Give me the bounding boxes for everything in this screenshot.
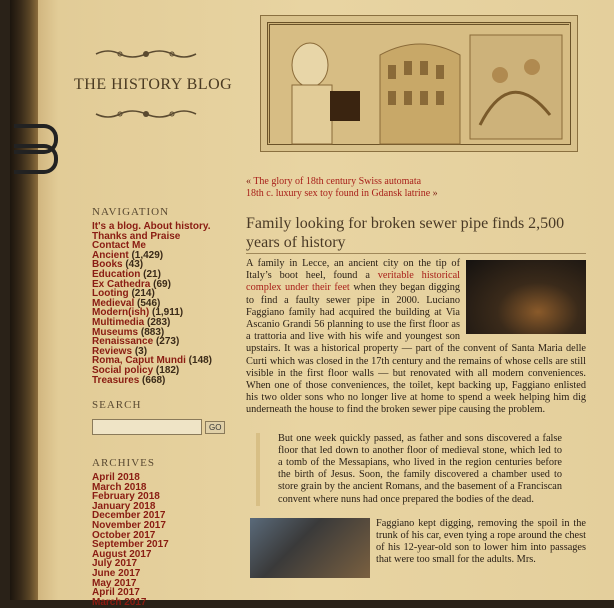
prev-post-link[interactable]: The glory of 18th century Swiss automata bbox=[253, 176, 422, 187]
archive-month-link[interactable]: May 2017 bbox=[92, 577, 137, 589]
nav-item-label[interactable]: Multimedia bbox=[92, 316, 145, 328]
archive-month-link[interactable]: February 2018 bbox=[92, 491, 160, 503]
next-arrow: » bbox=[430, 188, 438, 199]
archive-month-link[interactable]: June 2017 bbox=[92, 568, 141, 580]
nav-item-label[interactable]: Reviews bbox=[92, 345, 133, 357]
post-paragraph bbox=[246, 518, 586, 567]
archive-month-link[interactable]: January 2018 bbox=[92, 500, 156, 512]
nav-item-count: (1,429) bbox=[131, 249, 164, 261]
archive-month-link[interactable]: April 2018 bbox=[92, 472, 140, 484]
binder-spine bbox=[10, 0, 38, 600]
nav-item-count: (182) bbox=[155, 364, 180, 376]
archives-heading: ARCHIVES bbox=[92, 457, 156, 470]
flourish-ornament-icon bbox=[94, 48, 198, 60]
nav-item-count: (69) bbox=[153, 278, 171, 290]
archive-month-link[interactable]: September 2017 bbox=[92, 539, 169, 551]
search-heading: SEARCH bbox=[92, 399, 142, 412]
history-collage-image bbox=[270, 25, 570, 144]
archive-month-link[interactable]: August 2017 bbox=[92, 548, 152, 560]
prev-arrow: « bbox=[246, 176, 254, 187]
archive-month-link[interactable]: April 2017 bbox=[92, 587, 140, 599]
nav-item-label[interactable]: Treasures bbox=[92, 374, 140, 386]
nav-item-count: (883) bbox=[140, 326, 165, 338]
navigation-list bbox=[92, 222, 242, 385]
nav-item-label[interactable]: Ancient bbox=[92, 249, 129, 261]
header-banner bbox=[260, 15, 578, 152]
archive-month-link[interactable]: March 2018 bbox=[92, 481, 147, 493]
nav-item-count: (1,911) bbox=[152, 307, 184, 319]
nav-item-label[interactable]: Contact Me bbox=[92, 240, 146, 252]
paragraph-text: when they began digging to find a faulty sewer pipe in 2000. Luciano Faggiano family had acquired the building at Via Ascanio Grandi 56 planning to use the first floor as a trattoria and live with his wife and youngest son upstairs. It was a historical property — part of the convent of Santa Maria delle Curti which was closed in the 17th century and the remains of whose cells are still visible in the first floor walls — but renovated with all modern conveniences. When one of those conveniences, the toilet, kept backing up, Faggiano enlisted his two older sons who no longer live at home to spend a week helping him dig underneath the house to find the broken sewer pipe causing the problem. bbox=[246, 282, 586, 416]
nav-item-label[interactable]: Museums bbox=[92, 326, 139, 338]
nav-item-count: (283) bbox=[147, 316, 171, 328]
archive-month-link[interactable]: December 2017 bbox=[92, 510, 166, 522]
nav-item-label[interactable]: Roma, Caput Mundi bbox=[92, 355, 186, 367]
blog-title[interactable]: THE HISTORY BLOG bbox=[74, 76, 233, 93]
archive-month-link[interactable]: July 2017 bbox=[92, 558, 138, 570]
blockquote: But one week quickly passed, as father and sons discovered a false floor that led down to another floor of medieval stone, which led to a tomb of the Messapians, who lived in the region centuries before the birth of Jesus. Soon, the family discovered a chamber used to store grain by the ancient Romans, and the basement of a Franciscan convent where nuns had once prepared the bodies of the dead. bbox=[256, 433, 562, 506]
page bbox=[10, 0, 614, 608]
binder-ring-icon bbox=[14, 144, 58, 174]
archives-list bbox=[92, 473, 242, 607]
archive-month-link[interactable]: November 2017 bbox=[92, 520, 166, 532]
navigation-heading: NAVIGATION bbox=[92, 206, 170, 218]
nav-item-label[interactable]: Looting bbox=[92, 288, 129, 300]
search-go-button[interactable]: GO bbox=[205, 421, 225, 434]
nav-item-count: (21) bbox=[143, 268, 161, 280]
nav-item-label[interactable]: Medieval bbox=[92, 297, 135, 309]
historical-complex-link[interactable]: veritable historical complex under their feet bbox=[246, 270, 460, 294]
paragraph-text: Faggiano kept digging, removing the spoil in the trunk of his car, even tying a rope around the chest of his 12-year-old son to lower him into passages that were too small for the adults. Mrs. bbox=[376, 517, 586, 566]
nav-item-label[interactable]: Books bbox=[92, 259, 123, 271]
family-underground-photo bbox=[466, 260, 586, 334]
sidebar bbox=[92, 206, 242, 607]
nav-item-label[interactable]: Social policy bbox=[92, 364, 154, 376]
search-input[interactable] bbox=[92, 419, 202, 435]
paragraph-text: A family in Lecce, an ancient city on the tip of Italy’s boot heel, found a bbox=[246, 258, 460, 282]
next-post-link[interactable]: 18th c. luxury sex toy found in Gdansk latrine bbox=[246, 188, 431, 199]
nav-item-label[interactable]: It's a blog. About history. bbox=[92, 221, 211, 232]
post-navigation bbox=[246, 176, 586, 200]
archive-month-link[interactable]: October 2017 bbox=[92, 529, 156, 541]
nav-item-count: (3) bbox=[134, 345, 148, 357]
post-title[interactable]: Family looking for broken sewer pipe finds 2,500 years of history bbox=[246, 214, 586, 254]
flourish-ornament-icon bbox=[94, 108, 198, 120]
archive-month-link[interactable]: March 2017 bbox=[92, 596, 147, 608]
excavation-photo bbox=[250, 518, 370, 578]
nav-item-label[interactable]: Modern(ish) bbox=[92, 307, 150, 319]
nav-item-label[interactable]: Renaissance bbox=[92, 336, 154, 348]
post-content bbox=[246, 176, 586, 578]
nav-item-label[interactable]: Education bbox=[92, 268, 141, 280]
nav-item-count: (43) bbox=[125, 259, 144, 271]
nav-item[interactable] bbox=[92, 376, 242, 386]
nav-item-label[interactable]: Ex Cathedra bbox=[92, 278, 151, 290]
nav-item-count: (214) bbox=[131, 288, 155, 300]
nav-item-count: (273) bbox=[155, 336, 180, 348]
nav-item-count: (668) bbox=[142, 374, 166, 386]
nav-item-label[interactable]: Thanks and Praise bbox=[92, 230, 181, 242]
nav-item-count: (546) bbox=[137, 297, 161, 309]
search-form bbox=[92, 419, 242, 435]
post-paragraph bbox=[246, 258, 586, 417]
nav-item-count: (148) bbox=[188, 355, 213, 367]
